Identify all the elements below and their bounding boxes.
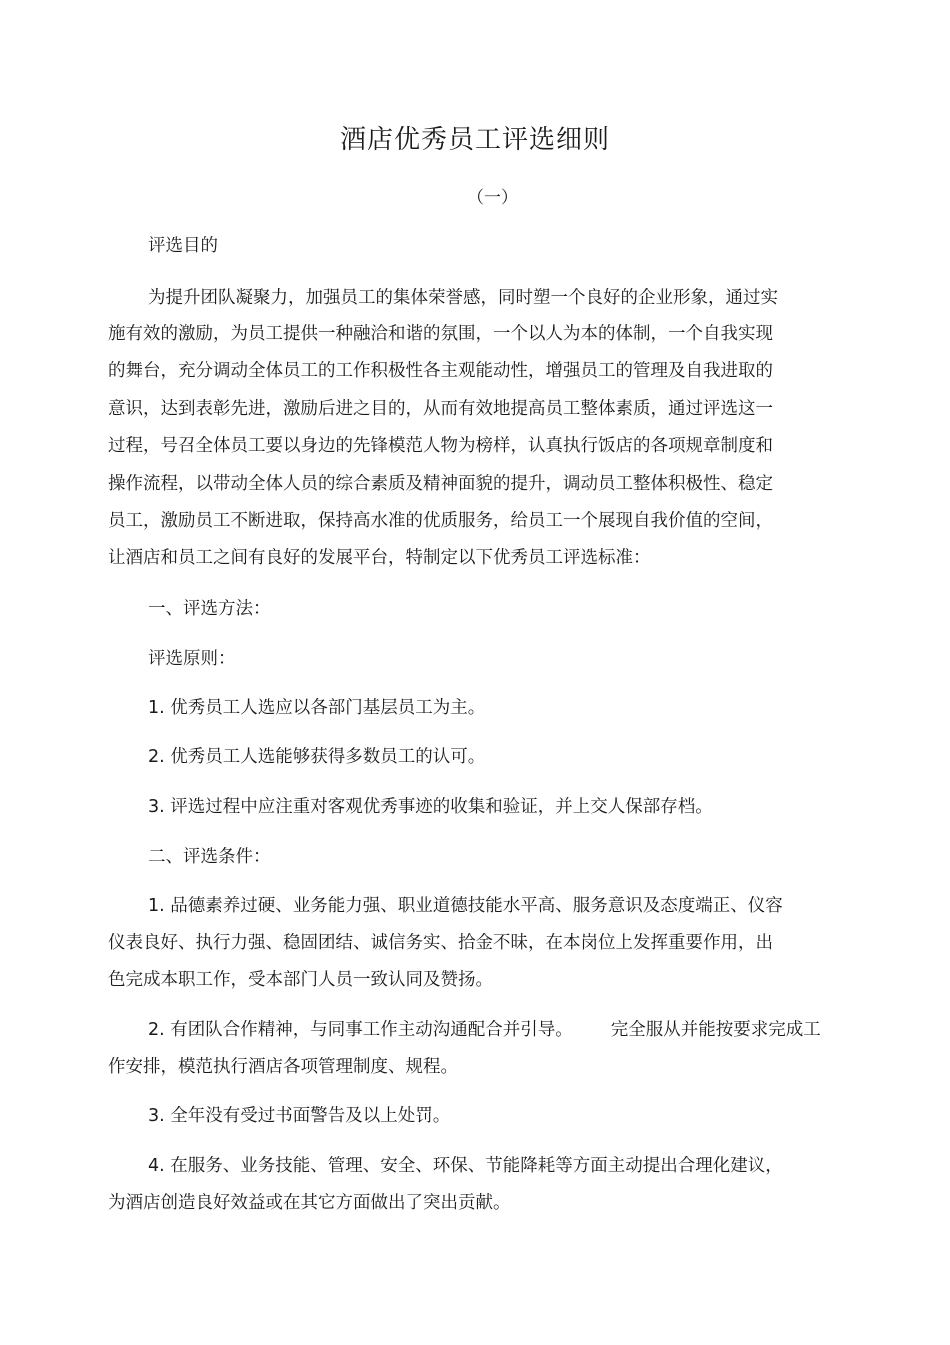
principle-item: 2. 优秀员工人选能够获得多数员工的认可。 <box>148 747 486 767</box>
condition-1-line: 仪表良好、执行力强、稳固团结、诚信务实、拾金不昧，在本岗位上发挥重要作用，出 <box>108 933 773 953</box>
condition-3-line: 3. 全年没有受过书面警告及以上处罚。 <box>148 1106 451 1126</box>
principle-item: 1. 优秀员工人选应以各部门基层员工为主。 <box>148 698 486 718</box>
principles-heading: 评选原则： <box>148 649 236 669</box>
condition-2-part-b: 完全服从并能按要求完成工 <box>610 1020 821 1040</box>
condition-2-line <box>148 1018 821 1042</box>
section-1-heading: 一、评选方法： <box>148 599 271 619</box>
condition-2-part-a: 2. 有团队合作精神，与同事工作主动沟通配合并引导。 <box>148 1020 573 1040</box>
purpose-paragraph-line: 操作流程，以带动全体人员的综合素质及精神面貌的提升，调动员工整体积极性、稳定 <box>108 474 773 494</box>
condition-1-line: 色完成本职工作，受本部门人员一致认同及赞扬。 <box>108 970 493 990</box>
document-subtitle: （一） <box>467 188 518 208</box>
purpose-paragraph-line: 为提升团队凝聚力，加强员工的集体荣誉感，同时塑一个良好的企业形象，通过实 <box>148 288 778 308</box>
purpose-paragraph-line: 意识，达到表彰先进，激励后进之目的，从而有效地提高员工整体素质，通过评选这一 <box>108 399 773 419</box>
purpose-heading: 评选目的 <box>148 236 218 256</box>
purpose-paragraph-line: 施有效的激励，为员工提供一种融洽和谐的氛围，一个以人为本的体制，一个自我实现 <box>108 324 773 344</box>
condition-2-line: 作安排，模范执行酒店各项管理制度、规程。 <box>108 1057 458 1077</box>
purpose-paragraph-line: 过程，号召全体员工要以身边的先锋模范人物为榜样，认真执行饭店的各项规章制度和 <box>108 436 773 456</box>
purpose-paragraph-line: 员工，激励员工不断进取，保持高水准的优质服务，给员工一个展现自我价值的空间， <box>108 511 773 531</box>
principle-item: 3. 评选过程中应注重对客观优秀事迹的收集和验证，并上交人保部存档。 <box>148 797 713 817</box>
section-2-heading: 二、评选条件： <box>148 847 271 867</box>
purpose-paragraph-line: 让酒店和员工之间有良好的发展平台，特制定以下优秀员工评选标准： <box>108 548 651 568</box>
condition-1-line: 1. 品德素养过硬、业务能力强、职业道德技能水平高、服务意识及态度端正、仪容 <box>148 896 783 916</box>
document-title: 酒店优秀员工评选细则 <box>339 125 610 155</box>
purpose-paragraph-line: 的舞台，充分调动全体员工的工作积极性各主观能动性，增强员工的管理及自我进取的 <box>108 361 773 381</box>
condition-4-line: 4. 在服务、业务技能、管理、安全、环保、节能降耗等方面主动提出合理化建议， <box>148 1156 783 1176</box>
condition-4-line: 为酒店创造良好效益或在其它方面做出了突出贡献。 <box>108 1193 511 1213</box>
